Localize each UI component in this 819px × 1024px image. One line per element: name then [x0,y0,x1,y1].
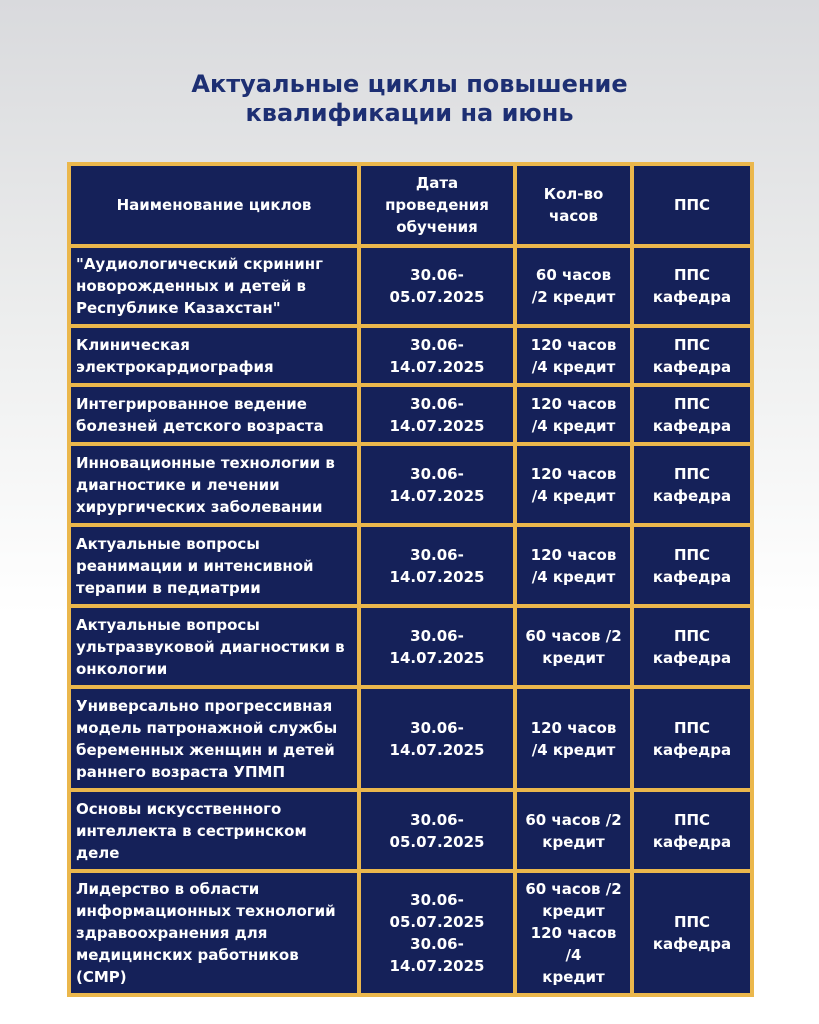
cycle-date: 30.06-14.07.2025 [359,687,515,790]
cycle-name: Актуальные вопросы ультразвуковой диагностики в онкологии [69,606,359,687]
cycle-date: 30.06-14.07.2025 [359,606,515,687]
cycle-pps: ППС кафедра [632,687,752,790]
table-row [69,871,752,995]
cycle-date: 30.06-05.07.2025 [359,246,515,326]
header-pps: ППС [632,164,752,246]
cycle-date: 30.06-14.07.2025 [359,326,515,385]
cycle-name: "Аудиологический скрининг новорожденных и детей в Республике Казахстан" [69,246,359,326]
cycle-hours: 60 часов /2 кредит [515,790,632,871]
cycle-hours: 60 часов /2 кредит [515,246,632,326]
table-row [69,790,752,871]
cycle-name: Актуальные вопросы реанимации и интенсивной терапии в педиатрии [69,525,359,606]
cycle-pps: ППС кафедра [632,246,752,326]
cycle-date: 30.06-14.07.2025 [359,385,515,444]
cycle-pps: ППС кафедра [632,525,752,606]
cycle-name: Основы искусственного интеллекта в сестринском деле [69,790,359,871]
cycle-name: Инновационные технологии в диагностике и лечении хирургических заболевании [69,444,359,525]
cycle-pps: ППС кафедра [632,385,752,444]
table-row [69,525,752,606]
table-row [69,687,752,790]
cycle-hours: 120 часов /4 кредит [515,525,632,606]
cycle-hours: 120 часов /4 кредит [515,687,632,790]
cycle-date: 30.06-05.07.2025 30.06-14.07.2025 [359,871,515,995]
table-row [69,326,752,385]
cycle-hours: 60 часов /2 кредит [515,606,632,687]
cycle-pps: ППС кафедра [632,444,752,525]
cycle-name: Лидерство в области информационных технологий здравоохранения для медицинских работников (СМР) [69,871,359,995]
cycle-pps: ППС кафедра [632,790,752,871]
page-title: Актуальные циклы повышение квалификации на июнь [191,70,628,127]
cycle-hours: 120 часов /4 кредит [515,326,632,385]
header-date: Дата проведения обучения [359,164,515,246]
cycle-pps: ППС кафедра [632,871,752,995]
table-row [69,606,752,687]
cycles-table [67,162,754,997]
cycle-name: Клиническая электрокардиография [69,326,359,385]
cycle-pps: ППС кафедра [632,606,752,687]
header-hours: Кол-во часов [515,164,632,246]
cycle-hours: 120 часов /4 кредит [515,444,632,525]
cycle-hours: 60 часов /2 кредит 120 часов /4 кредит [515,871,632,995]
cycle-date: 30.06-14.07.2025 [359,444,515,525]
cycle-name: Интегрированное ведение болезней детского возраста [69,385,359,444]
cycle-pps: ППС кафедра [632,326,752,385]
header-name: Наименование циклов [69,164,359,246]
cycle-date: 30.06-05.07.2025 [359,790,515,871]
table-row [69,385,752,444]
table-row [69,246,752,326]
cycle-hours: 120 часов /4 кредит [515,385,632,444]
table-header-row [69,164,752,246]
cycle-date: 30.06-14.07.2025 [359,525,515,606]
table-row [69,444,752,525]
cycle-name: Универсально прогрессивная модель патронажной службы беременных женщин и детей раннего возраста УПМП [69,687,359,790]
